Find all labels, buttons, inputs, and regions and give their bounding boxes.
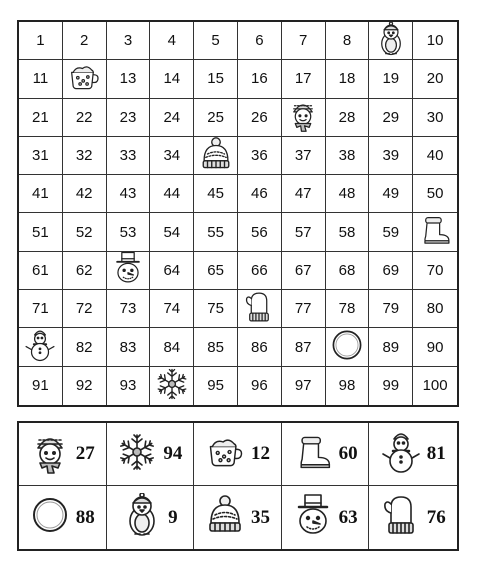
boot-icon bbox=[293, 430, 333, 479]
grid-cell-number: 90 bbox=[413, 328, 457, 366]
child-winter-hat-icon bbox=[286, 99, 320, 137]
grid-cell-number: 95 bbox=[194, 367, 238, 405]
answer-key-item bbox=[107, 486, 195, 549]
hundred-chart bbox=[17, 20, 459, 407]
grid-cell-picture bbox=[107, 252, 151, 290]
grid-cell-number: 19 bbox=[369, 60, 413, 98]
grid-cell-number: 33 bbox=[107, 137, 151, 175]
snowflake-icon bbox=[155, 367, 189, 405]
answer-key-item bbox=[369, 423, 457, 486]
grid-cell-number: 8 bbox=[326, 22, 370, 60]
grid-cell-number: 92 bbox=[63, 367, 107, 405]
grid-cell-number: 68 bbox=[326, 252, 370, 290]
snowball-icon bbox=[30, 493, 70, 542]
snowman-top-hat-icon bbox=[293, 493, 333, 542]
mitten-icon bbox=[242, 290, 276, 328]
answer-key-number: 60 bbox=[338, 443, 358, 464]
grid-cell-number: 18 bbox=[326, 60, 370, 98]
grid-cell-number: 28 bbox=[326, 99, 370, 137]
answer-key-number: 63 bbox=[338, 506, 358, 528]
grid-cell-picture bbox=[413, 213, 457, 251]
grid-cell-number: 70 bbox=[413, 252, 457, 290]
grid-cell-number: 74 bbox=[150, 290, 194, 328]
grid-cell-number: 65 bbox=[194, 252, 238, 290]
grid-cell-number: 1 bbox=[19, 22, 63, 60]
grid-cell-number: 15 bbox=[194, 60, 238, 98]
grid-cell-number: 62 bbox=[63, 252, 107, 290]
answer-key bbox=[17, 421, 459, 551]
grid-cell-number: 23 bbox=[107, 99, 151, 137]
grid-cell-picture bbox=[63, 60, 107, 98]
grid-cell-number: 86 bbox=[238, 328, 282, 366]
answer-key-item bbox=[282, 423, 370, 486]
answer-key-number: 12 bbox=[250, 443, 270, 464]
grid-cell-number: 100 bbox=[422, 377, 448, 395]
grid-cell-number: 78 bbox=[326, 290, 370, 328]
grid-cell-number: 24 bbox=[150, 99, 194, 137]
grid-cell-number: 97 bbox=[282, 367, 326, 405]
grid-cell-number: 25 bbox=[194, 99, 238, 137]
grid-cell-picture bbox=[282, 99, 326, 137]
grid-cell-number: 54 bbox=[150, 213, 194, 251]
grid-cell-number: 83 bbox=[107, 328, 151, 366]
grid-cell-number: 2 bbox=[63, 22, 107, 60]
snowflake-icon bbox=[117, 430, 157, 479]
grid-cell-number: 98 bbox=[326, 367, 370, 405]
grid-cell-number: 32 bbox=[63, 137, 107, 175]
grid-cell-number: 38 bbox=[326, 137, 370, 175]
grid-cell-number: 72 bbox=[63, 290, 107, 328]
grid-cell-number: 91 bbox=[19, 367, 63, 405]
answer-key-item bbox=[282, 486, 370, 549]
grid-cell-number: 93 bbox=[107, 367, 151, 405]
snowman-icon bbox=[23, 328, 57, 366]
grid-cell-number: 61 bbox=[19, 252, 63, 290]
grid-cell-number: 34 bbox=[150, 137, 194, 175]
grid-cell-number: 3 bbox=[107, 22, 151, 60]
grid-cell-number: 49 bbox=[369, 175, 413, 213]
grid-cell-number: 67 bbox=[282, 252, 326, 290]
cocoa-mug-icon bbox=[205, 430, 245, 479]
grid-cell-number: 7 bbox=[282, 22, 326, 60]
grid-cell-picture bbox=[238, 290, 282, 328]
child-winter-hat-icon bbox=[30, 430, 70, 479]
grid-cell-number: 13 bbox=[107, 60, 151, 98]
grid-cell-number: 57 bbox=[282, 213, 326, 251]
grid-cell-number: 59 bbox=[369, 213, 413, 251]
grid-cell-number: 50 bbox=[413, 175, 457, 213]
grid-cell-number: 29 bbox=[369, 99, 413, 137]
grid-cell-number: 4 bbox=[150, 22, 194, 60]
grid-cell-number: 40 bbox=[413, 137, 457, 175]
grid-cell-number: 6 bbox=[238, 22, 282, 60]
answer-key-number: 94 bbox=[163, 443, 183, 464]
grid-cell-number: 39 bbox=[369, 137, 413, 175]
grid-cell-number: 79 bbox=[369, 290, 413, 328]
answer-key-item bbox=[194, 486, 282, 549]
grid-cell-picture bbox=[326, 328, 370, 366]
grid-cell-number: 51 bbox=[19, 213, 63, 251]
grid-cell-number: 80 bbox=[413, 290, 457, 328]
answer-key-number: 76 bbox=[426, 506, 446, 528]
grid-cell-number: 64 bbox=[150, 252, 194, 290]
penguin-icon bbox=[374, 22, 408, 60]
grid-cell-number: 30 bbox=[413, 99, 457, 137]
cocoa-mug-icon bbox=[67, 60, 101, 98]
grid-cell-number: 56 bbox=[238, 213, 282, 251]
grid-cell-number: 84 bbox=[150, 328, 194, 366]
grid-cell-number: 37 bbox=[282, 137, 326, 175]
grid-cell-number: 36 bbox=[238, 137, 282, 175]
grid-cell-number: 22 bbox=[63, 99, 107, 137]
grid-cell-number: 44 bbox=[150, 175, 194, 213]
grid-cell-number: 53 bbox=[107, 213, 151, 251]
grid-cell-number: 66 bbox=[238, 252, 282, 290]
grid-cell-number: 87 bbox=[282, 328, 326, 366]
answer-key-number: 81 bbox=[426, 443, 446, 464]
knit-hat-icon bbox=[205, 493, 245, 542]
grid-cell-number: 31 bbox=[19, 137, 63, 175]
grid-cell-number: 21 bbox=[19, 99, 63, 137]
grid-cell-number: 26 bbox=[238, 99, 282, 137]
grid-cell-number: 48 bbox=[326, 175, 370, 213]
answer-key-number: 35 bbox=[250, 506, 270, 528]
grid-cell-number: 43 bbox=[107, 175, 151, 213]
grid-cell-number: 96 bbox=[238, 367, 282, 405]
grid-cell-picture bbox=[150, 367, 194, 405]
grid-cell-number: 85 bbox=[194, 328, 238, 366]
knit-hat-icon bbox=[199, 137, 233, 175]
grid-cell-number: 58 bbox=[326, 213, 370, 251]
boot-icon bbox=[418, 213, 452, 251]
grid-cell-number: 69 bbox=[369, 252, 413, 290]
answer-key-item bbox=[19, 423, 107, 486]
grid-cell-number: 73 bbox=[107, 290, 151, 328]
grid-cell-number: 10 bbox=[413, 22, 457, 60]
grid-cell-picture bbox=[19, 328, 63, 366]
grid-cell-number: 41 bbox=[19, 175, 63, 213]
answer-key-number: 9 bbox=[168, 506, 178, 528]
answer-key-item bbox=[19, 486, 107, 549]
grid-cell-number: 71 bbox=[19, 290, 63, 328]
grid-cell-number: 89 bbox=[369, 328, 413, 366]
snowman-icon bbox=[381, 430, 421, 479]
answer-key-item bbox=[369, 486, 457, 549]
answer-key-item bbox=[194, 423, 282, 486]
answer-key-item bbox=[107, 423, 195, 486]
grid-cell-number: 14 bbox=[150, 60, 194, 98]
answer-key-number: 27 bbox=[75, 443, 95, 464]
grid-cell-number: 11 bbox=[19, 60, 63, 98]
grid-cell-number: 42 bbox=[63, 175, 107, 213]
grid-cell-number: 47 bbox=[282, 175, 326, 213]
grid-cell-number: 16 bbox=[238, 60, 282, 98]
grid-cell-number: 82 bbox=[63, 328, 107, 366]
grid-cell-number: 45 bbox=[194, 175, 238, 213]
answer-key-number: 88 bbox=[75, 506, 95, 528]
grid-cell-picture bbox=[369, 22, 413, 60]
grid-cell-number: 46 bbox=[238, 175, 282, 213]
snowman-top-hat-icon bbox=[111, 252, 145, 290]
grid-cell-number: 99 bbox=[369, 367, 413, 405]
mitten-icon bbox=[381, 493, 421, 542]
grid-cell-number: 5 bbox=[194, 22, 238, 60]
grid-cell-picture bbox=[194, 137, 238, 175]
grid-cell-number: 55 bbox=[194, 213, 238, 251]
penguin-icon bbox=[122, 493, 162, 542]
grid-cell-number: 52 bbox=[63, 213, 107, 251]
grid-cell-number: 20 bbox=[413, 60, 457, 98]
grid-cell-number: 77 bbox=[282, 290, 326, 328]
grid-cell-number: 75 bbox=[194, 290, 238, 328]
snowball-icon bbox=[330, 328, 364, 366]
grid-cell-number: 17 bbox=[282, 60, 326, 98]
